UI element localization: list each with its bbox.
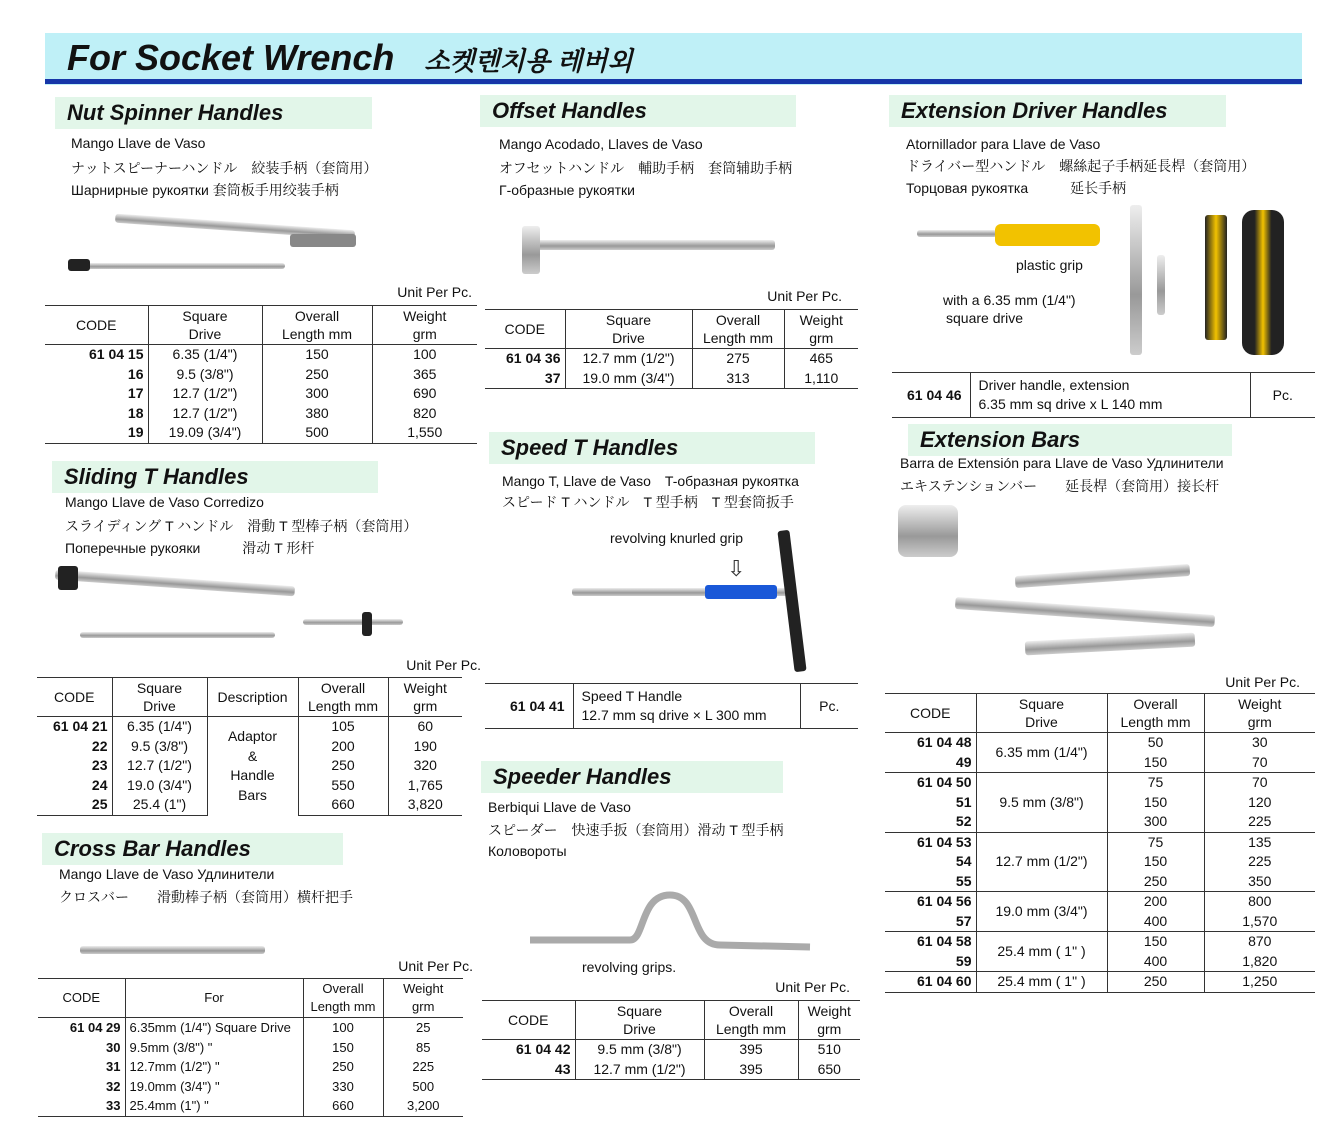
knurled-grip-image [290,234,356,247]
cross-bar-image [80,946,265,954]
table-cell: 19.0 (3/4") [112,776,207,796]
offset-handle-image [525,240,775,250]
table-cell: 9.5 (3/8") [112,737,207,757]
table-cell: 9.5 mm (3/8") 12.7 mm (1/2") [575,1040,704,1080]
table-cell: 12.7 (1/2") [148,404,262,424]
table-cell: 70 120 225 [1204,773,1315,833]
desc-line: Mango Llave de Vaso [71,135,206,151]
table-cell: 50 150 [1107,733,1204,773]
section-title-speeder: Speeder Handles [481,761,783,793]
arrow-down-icon: ⇩ [727,556,746,581]
extension-bars-table [885,693,1315,993]
table-header-row [485,310,858,349]
table-row [38,1077,463,1097]
code-cell: 61 04 53 54 55 [885,832,976,892]
table-cell: 250 [303,1057,383,1077]
grip-label: revolving grips. [582,959,677,975]
table-cell: 365 [372,365,477,385]
table-cell: 6.35 (1/4") [148,345,262,365]
table-row [885,832,1315,892]
desc-line: エキステンションバー 延長桿（套筒用）接长杆 [900,478,1220,494]
bit-image [1157,255,1165,315]
code-cell: 31 [106,1059,121,1074]
table-cell: 150 [303,1038,383,1058]
desc-line: スピード T ハンドル T 型手柄 T 型套筒扳手 [502,494,794,510]
unit-label: Unit Per Pc. [397,284,472,300]
table-cell: 25.4 mm ( 1" ) [976,972,1107,993]
table-cell: 12.7 (1/2") [148,384,262,404]
code-cell: 61 04 21 [53,718,108,734]
code-cell: 61 04 60 [885,972,976,993]
code-cell: 61 04 58 59 [885,932,976,972]
table-cell: 30 70 [1204,733,1315,773]
table-cell: 12.7 (1/2") [112,756,207,776]
section-title-nut-spinner: Nut Spinner Handles [55,97,372,129]
column-header: Weight grm [1204,694,1315,733]
column-header: Overall Length mm [303,979,383,1018]
socket-image [898,505,958,557]
code-cell: 61 04 29 [69,1020,121,1035]
column-header: Weight grm [388,678,462,717]
table-header-row [38,979,463,1018]
code-cell: 61 04 41 [485,684,573,729]
section-title-sliding-t: Sliding T Handles [52,461,378,493]
table-cell: 19.0mm (3/4") " [125,1077,303,1097]
column-header: Overall Length mm [1107,694,1204,733]
table-cell: 550 [298,776,388,796]
table-cell: 85 [383,1038,463,1058]
column-header: CODE [38,979,125,1018]
table-row [485,349,858,389]
column-header: CODE [885,694,976,733]
table-row [37,717,462,737]
table-cell: 150 400 [1107,932,1204,972]
table-cell: 500 [383,1077,463,1097]
table-cell: 1,250 [1204,972,1315,993]
table-cell: 465 1,110 [784,349,858,389]
grip-label: plastic grip [1016,257,1083,273]
table-cell: 12.7 mm (1/2") [976,832,1107,892]
table-cell: 135 225 350 [1204,832,1315,892]
sliding-t-table [37,677,462,816]
table-row [45,345,477,365]
swivel-head-image [68,259,90,271]
code-cell: 33 [38,1096,125,1116]
desc-line: オフセットハンドル 輔助手柄 套筒辅助手柄 [499,160,793,176]
speed-t-handle-image [777,530,806,672]
code-cell: 61 04 50 51 52 [885,773,976,833]
table-cell: 660 [303,1096,383,1116]
table-row [38,1038,463,1058]
table-cell: Pc. [800,684,858,729]
table-cell: 510 650 [798,1040,860,1080]
table-cell: 9.5mm (3/8") " [125,1038,303,1058]
table-cell: 300 [262,384,372,404]
table-cell: 1,765 [388,776,462,796]
code-cell: 61 04 15 [89,346,144,362]
table-cell: 75 150 300 [1107,773,1204,833]
code-cell: 23 [91,757,108,773]
section-title-speed-t: Speed T Handles [489,432,815,464]
table-cell: 250 [298,756,388,776]
unit-label: Unit Per Pc. [1225,674,1300,690]
sliding-t-head-image [58,566,78,590]
page-title-korean: 소켓렌치용 레버외 [424,46,633,76]
table-cell: Adaptor & Handle Bars [207,717,298,816]
drive-label: with a 6.35 mm (1/4") [943,292,1076,308]
column-header: CODE [482,1001,575,1040]
table-cell: 200 [298,737,388,757]
table-cell: Driver handle, extension 6.35 mm sq drive x L 140 mm [970,373,1250,418]
section-title-cross-bar: Cross Bar Handles [42,833,343,865]
unit-label: Unit Per Pc. [767,288,842,304]
desc-line: Mango T, Llave de Vaso T-образная рукоятка [502,473,799,489]
table-row [38,1018,463,1038]
table-cell: 9.5 mm (3/8") [976,773,1107,833]
table-cell: 12.7 mm (1/2") 19.0 mm (3/4") [565,349,692,389]
desc-line: Mango Acodado, Llaves de Vaso [499,136,703,152]
driver-shaft-image [917,230,997,237]
table-cell: 250 [262,365,372,385]
unit-label: Unit Per Pc. [406,657,481,673]
column-header: CODE [37,678,112,717]
table-cell: 320 [388,756,462,776]
table-cell: 870 1,820 [1204,932,1315,972]
table-cell: 1,550 [372,423,477,443]
table-cell: 275 313 [692,349,784,389]
column-header: Weight grm [784,310,858,349]
column-header: Square Drive [112,678,207,717]
sliding-t-assembled-image [303,619,403,625]
table-cell: 100 [303,1018,383,1038]
table-header-row [37,678,462,717]
table-cell: 500 [262,423,372,443]
table-cell: 820 [372,404,477,424]
table-cell: 660 [298,795,388,815]
table-cell: 330 [303,1077,383,1097]
table-cell: 25.4 (1") [112,795,207,815]
column-header: Overall Length mm [704,1001,798,1040]
column-header: For [125,979,303,1018]
table-row [45,365,477,385]
table-cell: 395 395 [704,1040,798,1080]
table-header-row [45,306,477,345]
extension-bar-image [955,597,1215,627]
table-row [485,684,858,729]
table-header-row [482,1001,860,1040]
code-cell: 61 04 56 57 [885,892,976,932]
column-header: Overall Length mm [692,310,784,349]
table-cell: 3,820 [388,795,462,815]
table-cell: 25.4 mm ( 1" ) [976,932,1107,972]
table-row [892,373,1315,418]
table-row [45,384,477,404]
code-cell: 61 04 36 37 [485,349,565,389]
plastic-grip-image [995,224,1100,246]
table-cell: 100 [372,345,477,365]
desc-line: Коловороты [488,843,567,859]
code-cell: 19 [45,423,148,443]
table-cell: 200 400 [1107,892,1204,932]
drive-label: square drive [946,310,1024,326]
code-cell: 61 04 48 49 [885,733,976,773]
table-cell: 19.09 (3/4") [148,423,262,443]
desc-line: Berbiqui Llave de Vaso [488,799,631,815]
desc-line: ドライバー型ハンドル 螺絲起子手柄延長桿（套筒用） [906,158,1256,174]
table-cell: Speed T Handle 12.7 mm sq drive × L 300 mm [573,684,800,729]
speed-t-table [485,683,858,729]
table-row [885,972,1315,993]
table-cell: 3,200 [383,1096,463,1116]
table-cell: Pc. [1250,373,1315,418]
code-cell: 16 [127,365,144,382]
extension-bar-image [1015,564,1190,588]
table-cell: 6.35 (1/4") [112,717,207,737]
desc-line: Mango Llave de Vaso Удлинители [59,866,275,882]
table-cell: 150 [262,345,372,365]
table-cell: 25 [383,1018,463,1038]
section-title-extension-bars: Extension Bars [908,424,1232,456]
table-row [885,733,1315,773]
column-header: Overall Length mm [298,678,388,717]
sliding-t-block-image [362,612,372,636]
desc-line: クロスバー 滑動棒子柄（套筒用）横杆把手 [59,889,353,905]
speeder-image [520,885,820,965]
code-cell: 18 [127,404,144,421]
code-cell: 32 [106,1078,121,1094]
grip-label: revolving knurled grip [610,530,744,546]
header-rule [45,79,1302,84]
nut-spinner-image-2 [70,263,285,269]
table-cell: 190 [388,737,462,757]
page-title: For Socket Wrench 소켓렌치용 레버외 [67,37,633,78]
section-title-offset: Offset Handles [480,95,796,127]
driver-image-2 [1242,210,1284,355]
offset-handle-bend-image [522,226,540,274]
column-header: Square Drive [565,310,692,349]
desc-line: Atornillador para Llave de Vaso [906,136,1101,152]
column-header: Square Drive [976,694,1107,733]
desc-line: Barra de Extensión para Llave de Vaso Удлинители [900,455,1224,471]
unit-label: Unit Per Pc. [775,979,850,995]
unit-label: Unit Per Pc. [398,958,473,974]
table-cell: 105 [298,717,388,737]
column-header: CODE [45,306,148,345]
extension-driver-table [892,372,1315,418]
table-cell: 380 [262,404,372,424]
table-cell: 75 150 250 [1107,832,1204,892]
table-header-row [885,694,1315,733]
desc-line: Поперечные рукояки 滑动 T 形杆 [65,540,315,556]
table-row [482,1040,860,1080]
extension-bar-image [1025,633,1195,656]
table-row [45,404,477,424]
code-cell: 24 [91,776,108,793]
extension-image [1130,205,1142,355]
sliding-t-bar-image [80,632,275,638]
column-header: Overall Length mm [262,306,372,345]
table-row [885,892,1315,932]
column-header: Weight grm [798,1001,860,1040]
table-row [885,773,1315,833]
table-cell: 9.5 (3/8") [148,365,262,385]
table-cell: 6.35mm (1/4") Square Drive [125,1018,303,1038]
desc-line: スピーダー 快速手扳（套筒用）滑动 T 型手柄 [488,822,784,838]
table-cell: 60 [388,717,462,737]
column-header: Square Drive [148,306,262,345]
code-cell: 25 [37,795,112,815]
column-header: Description [207,678,298,717]
knurled-grip-image [705,585,777,599]
code-cell: 61 04 42 43 [482,1040,575,1080]
table-row [38,1057,463,1077]
table-row [885,932,1315,972]
code-cell: 22 [91,737,108,754]
table-cell: 19.0 mm (3/4") [976,892,1107,932]
table-cell: 250 [1107,972,1204,993]
table-cell: 690 [372,384,477,404]
table-cell: 225 [383,1057,463,1077]
desc-line: Шарнирные рукоятки 套筒板手用绞装手柄 [71,182,339,198]
driver-image [1205,215,1227,340]
desc-line: ナットスピーナーハンドル 絞装手柄（套筒用） [71,160,378,176]
cross-bar-table [38,978,463,1117]
sliding-t-image [55,570,295,597]
column-header: Weight grm [372,306,477,345]
code-cell: 17 [127,385,144,401]
column-header: Weight grm [383,979,463,1018]
nut-spinner-table [45,305,477,444]
code-cell: 30 [106,1039,121,1055]
desc-line: Торцовая рукоятка 延长手柄 [906,180,1127,196]
desc-line: Mango Llave de Vaso Corredizo [65,494,264,510]
desc-line: スライディング T ハンドル 滑動 T 型棒子柄（套筒用） [65,518,418,534]
code-cell: 61 04 46 [892,373,970,418]
speeder-table [482,1000,860,1080]
table-row [38,1096,463,1116]
table-cell: 800 1,570 [1204,892,1315,932]
offset-table [485,309,858,389]
column-header: Square Drive [575,1001,704,1040]
section-title-extension-driver: Extension Driver Handles [889,95,1226,127]
desc-line: Г-образные рукоятки [499,182,635,198]
column-header: CODE [485,310,565,349]
table-cell: 12.7mm (1/2") " [125,1057,303,1077]
table-cell: 6.35 mm (1/4") [976,733,1107,773]
table-cell: 25.4mm (1") " [125,1096,303,1116]
table-row [45,423,477,443]
